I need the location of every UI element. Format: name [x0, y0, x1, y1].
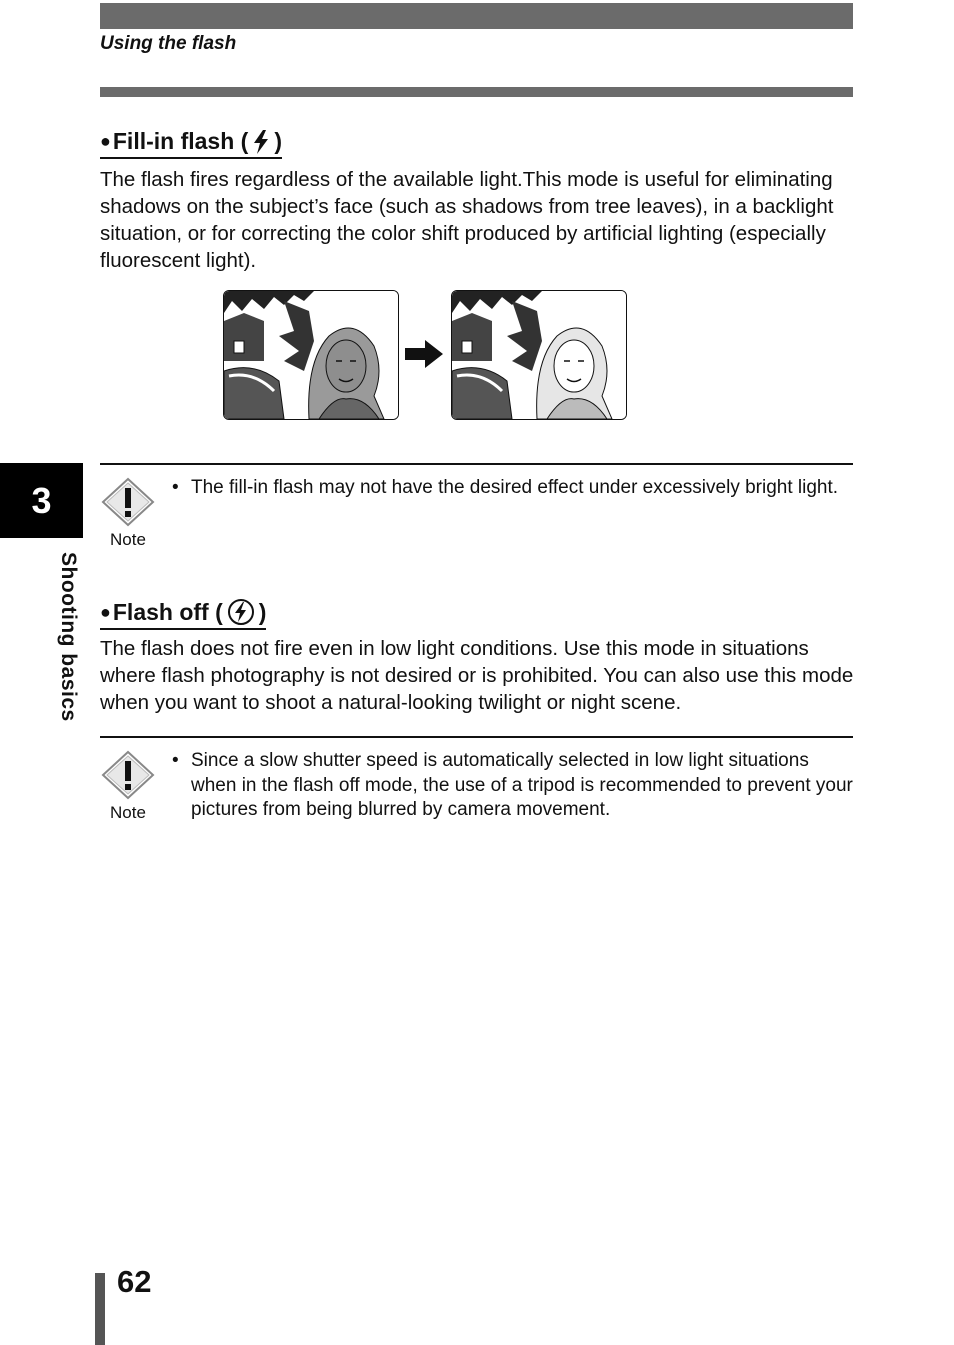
note-1-content: The fill-in flash may not have the desired effect under excessively bright light. — [191, 477, 839, 498]
chapter-tab — [0, 463, 83, 538]
note-2-content: Since a slow shutter speed is automatically selected in low light situations when in the flash off mode, the use of a tripod is recommended to prevent your pictures from being blurred by camera movement. — [191, 750, 853, 820]
note-2-rule — [100, 736, 853, 738]
note-2-bullet: • — [172, 750, 179, 771]
flash-off-heading — [100, 598, 266, 630]
note-1-icon-group — [100, 477, 156, 550]
fill-in-flash-illustration — [223, 290, 628, 420]
bullet-icon: ● — [100, 601, 111, 622]
section-title: Using the flash — [100, 33, 237, 54]
arrow-right-icon — [403, 338, 445, 370]
note-1-label: Note — [110, 530, 146, 549]
note-1-bullet: • — [172, 477, 179, 498]
flash-off-heading-prefix: Flash off ( — [112, 598, 223, 625]
note-1-rule — [100, 463, 853, 465]
chapter-number: 3 — [31, 479, 52, 521]
header-rule — [100, 87, 853, 97]
photo-after — [451, 290, 627, 420]
page-number-bar — [95, 1273, 105, 1345]
page-number: 62 — [117, 1264, 152, 1299]
note-2-text — [172, 749, 854, 823]
note-1-text — [172, 476, 854, 501]
chapter-label: Shooting basics — [57, 552, 80, 722]
bullet-icon: ● — [100, 131, 111, 151]
fill-in-flash-description: The flash fires regardless of the available light.This mode is useful for eliminating shadows on the subject’s face (such as shadows from tree leaves), in a backlight situation, or for correcting the color shift produced by artificial lighting (especially fluorescent light). — [100, 168, 834, 272]
note-2-label: Note — [110, 803, 146, 822]
header-bar — [100, 3, 853, 29]
flash-off-icon — [227, 598, 255, 626]
flash-off-description: The flash does not fire even in low light conditions. Use this mode in situations where flash photography is not desired or is prohibited. You can also use this mode when you want to shoot a natural-looking twilight or night scene. — [100, 637, 854, 714]
flash-off-heading-suffix: ) — [258, 598, 267, 625]
fill-in-heading-suffix: ) — [274, 128, 282, 154]
fill-in-flash-heading — [100, 128, 282, 159]
flash-bolt-icon — [252, 130, 270, 154]
photo-before — [223, 290, 399, 420]
note-2-icon-group — [100, 750, 156, 823]
fill-in-heading-prefix: Fill-in flash ( — [112, 128, 249, 154]
warning-note-icon — [101, 477, 155, 527]
warning-note-icon — [101, 750, 155, 800]
